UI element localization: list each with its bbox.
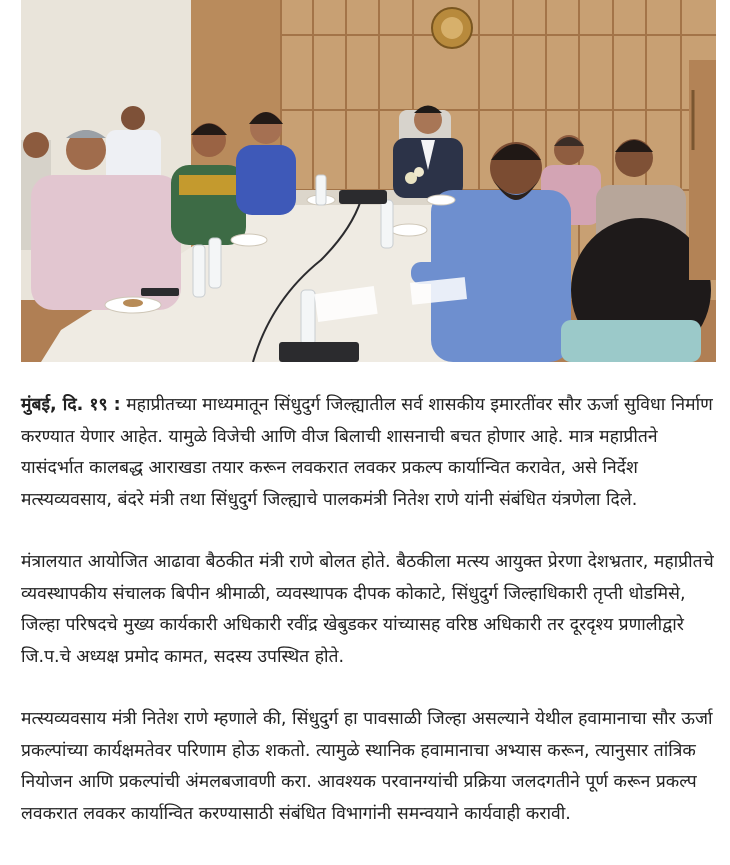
paragraph-1 bbox=[21, 390, 716, 516]
article bbox=[21, 0, 716, 861]
article-body bbox=[21, 390, 716, 830]
meeting-photo-illustration bbox=[21, 0, 716, 362]
dateline: मुंबई, दि. १९ : bbox=[21, 395, 121, 415]
meeting-photo bbox=[21, 0, 716, 362]
paragraph-3: मत्स्यव्यवसाय मंत्री नितेश राणे म्हणाले की, सिंधुदुर्ग हा पावसाळी जिल्हा असल्याने येथील हवामानाचा सौर ऊर्जा प्रकल्पांच्या कार्यक्षमतेवर परिणाम होऊ शकतो. त्यामुळे स्थानिक हवामानाचा अभ्यास करून, त्यानुसार तांत्रिक नियोजन आणि प्रकल्पांची अंमलबजावणी करा. आवश्यक परवानग्यांची प्रक्रिया जलदगतीने पूर्ण करून प्रकल्प लवकरात लवकर कार्यान्वित करण्यासाठी संबंधित विभागांनी समन्वयाने कार्यवाही करावी. bbox=[21, 709, 713, 824]
paragraph-2: मंत्रालयात आयोजित आढावा बैठकीत मंत्री राणे बोलत होते. बैठकीला मत्स्य आयुक्त प्रेरणा देशभ्रतार, महाप्रीतचे व्यवस्थापकीय संचालक बिपीन श्रीमाळी, व्यवस्थापक दीपक कोकाटे, सिंधुदुर्ग जिल्हाधिकारी तृप्ती धोडमिसे, जिल्हा परिषदचे मुख्य कार्यकारी अधिकारी रवींद्र खेबुडकर यांच्यासह वरिष्ठ अधिकारी तर दूरदृश्य प्रणालीद्वारे जि.प.चे अध्यक्ष प्रमोद कामत, सदस्य उपस्थित होते. bbox=[21, 552, 714, 667]
paragraph-1-text: महाप्रीतच्या माध्यमातून सिंधुदुर्ग जिल्ह्यातील सर्व शासकीय इमारतींवर सौर ऊर्जा सुविधा निर्माण करण्यात येणार आहेत. यामुळे विजेची आणि वीज बिलाची शासनाची बचत होणार आहे. मात्र महाप्रीतने यासंदर्भात कालबद्ध आराखडा तयार करून लवकरात लवकर प्रकल्प कार्यान्वित करावेत, असे निर्देश मत्स्यव्यवसाय, बंदरे मंत्री तथा सिंधुदुर्ग जिल्ह्याचे पालकमंत्री नितेश राणे यांनी संबंधित यंत्रणेला दिले. bbox=[21, 395, 713, 510]
